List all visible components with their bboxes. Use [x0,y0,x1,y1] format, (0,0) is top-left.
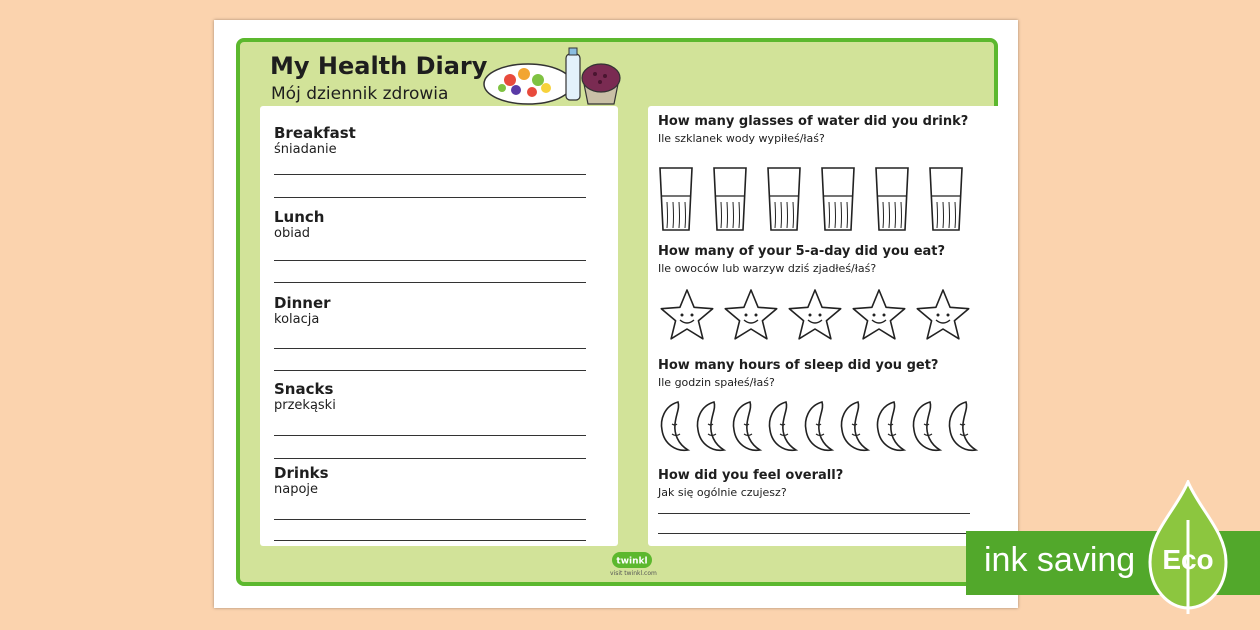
fruit-stars-row [658,286,998,348]
writing-line[interactable] [274,348,586,349]
twinkl-logo [612,552,652,568]
meal-breakfast [274,124,594,158]
sleep-moons-row [658,400,998,456]
twinkl-logo-text: twinkl [616,556,648,567]
moon-icon[interactable] [802,400,840,454]
meal-title: Breakfast [274,124,356,142]
star-icon[interactable] [722,286,780,344]
moon-icon[interactable] [694,400,732,454]
moon-icon[interactable] [946,400,984,454]
glass-icon[interactable] [874,166,910,232]
glass-icon[interactable] [766,166,802,232]
page-subtitle: Mój dziennik zdrowia [271,84,449,104]
sleep-question: How many hours of sleep did you get? [658,358,939,373]
writing-line[interactable] [274,458,586,459]
writing-line[interactable] [658,513,970,514]
eco-label: Eco [1162,544,1214,575]
twinkl-url: visit twinkl.com [610,570,657,577]
diary-frame [236,38,998,586]
meals-panel [260,106,618,546]
worksheet-page [214,20,1018,608]
water-question: How many glasses of water did you drink? [658,114,969,129]
meal-dinner [274,294,594,328]
glass-icon[interactable] [658,166,694,232]
sleep-question-sub: Ile godzin spałeś/łaś? [658,376,775,389]
meal-subtitle: kolacja [274,312,320,327]
fruit-question-sub: Ile owoców lub warzyw dziś zjadłeś/łaś? [658,262,877,275]
glass-icon[interactable] [820,166,856,232]
meal-subtitle: napoje [274,482,319,497]
moon-icon[interactable] [730,400,768,454]
moon-icon[interactable] [838,400,876,454]
moon-icon[interactable] [658,400,696,454]
glass-icon[interactable] [712,166,748,232]
healthy-food-illustration [480,46,628,106]
writing-line[interactable] [274,519,586,520]
water-question-sub: Ile szklanek wody wypiłeś/łaś? [658,132,825,145]
writing-line[interactable] [274,370,586,371]
writing-line[interactable] [274,260,586,261]
writing-line[interactable] [274,435,586,436]
writing-line[interactable] [274,282,586,283]
meal-title: Snacks [274,380,334,398]
star-icon[interactable] [914,286,972,344]
writing-line[interactable] [658,533,970,534]
meal-title: Dinner [274,294,331,312]
ink-saving-text: ink saving [984,541,1136,579]
feel-question-sub: Jak się ogólnie czujesz? [658,486,787,499]
meal-snacks [274,380,594,414]
writing-line[interactable] [274,197,586,198]
writing-line[interactable] [274,174,586,175]
questions-panel [648,106,1006,546]
star-icon[interactable] [786,286,844,344]
meal-title: Lunch [274,208,325,226]
meal-lunch [274,208,594,242]
meal-subtitle: przekąski [274,398,336,413]
feel-question: How did you feel overall? [658,468,844,483]
meal-subtitle: obiad [274,226,311,241]
star-icon[interactable] [850,286,908,344]
page-title: My Health Diary [270,52,488,80]
glass-icon[interactable] [928,166,964,232]
water-glasses-row [658,166,998,232]
meal-subtitle: śniadanie [274,142,337,157]
moon-icon[interactable] [874,400,912,454]
star-icon[interactable] [658,286,716,344]
writing-line[interactable] [274,540,586,541]
meal-drinks [274,464,594,498]
fruit-question: How many of your 5-a-day did you eat? [658,244,946,259]
meal-title: Drinks [274,464,329,482]
moon-icon[interactable] [910,400,948,454]
moon-icon[interactable] [766,400,804,454]
